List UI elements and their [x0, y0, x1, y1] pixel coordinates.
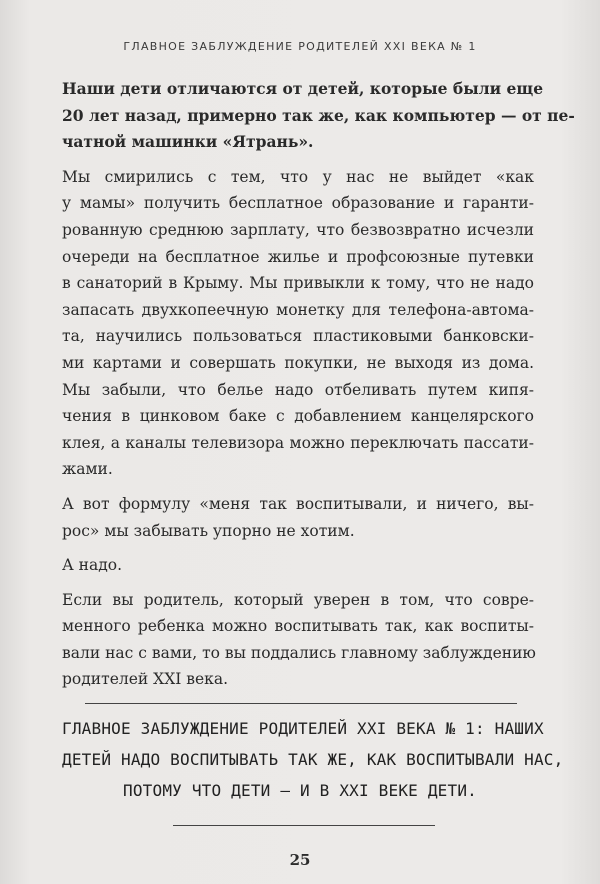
text-line: та, научились пользоваться пластиковыми банковски- [62, 327, 534, 346]
body-text [62, 76, 575, 701]
text-line: ми картами и совершать покупки, не выходя из дома. [62, 353, 534, 372]
paragraph-body [62, 164, 534, 483]
text-line: А вот формулу «меня так воспитывали, и ничего, вы- [62, 494, 534, 513]
text-line: менного ребенка можно воспитывать так, как воспиты- [62, 617, 534, 636]
text-line: очереди на бесплатное жилье и профсоюзные путевки [62, 247, 534, 266]
text-line: клея, а каналы телевизора можно переключать пассати- [62, 433, 534, 452]
paragraph-body [62, 552, 534, 579]
text-line: родителей XXI века. [62, 670, 229, 689]
callout-line: ДЕТЕЙ НАДО ВОСПИТЫВАТЬ ТАК ЖЕ, КАК ВОСПИТЫВАЛИ НАС, [62, 750, 564, 769]
callout-box [62, 713, 564, 806]
text-line: рос» мы забывать упорно не хотим. [62, 521, 355, 540]
text-line: вали нас с вами, то вы поддались главному заблуждению [62, 643, 536, 662]
paragraph-body [62, 491, 534, 544]
paragraph-body [62, 587, 534, 693]
text-line: Мы забыли, что белье надо отбеливать путем кипя- [62, 380, 534, 399]
callout-top-rule [85, 703, 517, 704]
text-line: рованную среднюю зарплату, что безвозвратно исчезли [62, 220, 534, 239]
callout-line: ГЛАВНОЕ ЗАБЛУЖДЕНИЕ РОДИТЕЛЕЙ XXI ВЕКА № 1: НАШИХ [62, 719, 544, 738]
text-line: А надо. [62, 556, 123, 575]
callout-bottom-rule [173, 825, 435, 826]
text-line: в санаторий в Крыму. Мы привыкли к тому, что не надо [62, 274, 534, 293]
text-line: жами. [62, 460, 113, 479]
callout-line: ПОТОМУ ЧТО ДЕТИ – И В XXI ВЕКЕ ДЕТИ. [123, 781, 477, 800]
running-head: ГЛАВНОЕ ЗАБЛУЖДЕНИЕ РОДИТЕЛЕЙ XXI ВЕКА № 1 [123, 40, 477, 53]
text-line: чатной машинки «Ятрань». [62, 132, 314, 152]
text-line: Если вы родитель, который уверен в том, что совре- [62, 590, 534, 609]
text-line: у мамы» получить бесплатное образование и гаранти- [62, 194, 534, 213]
text-line: Наши дети отличаются от детей, которые были еще [62, 79, 544, 98]
text-line: 20 лет назад, примерно так же, как компьютер — от пе- [62, 105, 575, 125]
paragraph-intro [62, 76, 575, 156]
page-number: 25 [289, 851, 311, 869]
text-line: запасать двухкопеечную монетку для телефона-автома- [62, 300, 534, 319]
text-line: чения в цинковом баке с добавлением канцелярского [62, 407, 534, 426]
text-line: Мы смирились с тем, что у нас не выйдет «как [62, 167, 534, 186]
